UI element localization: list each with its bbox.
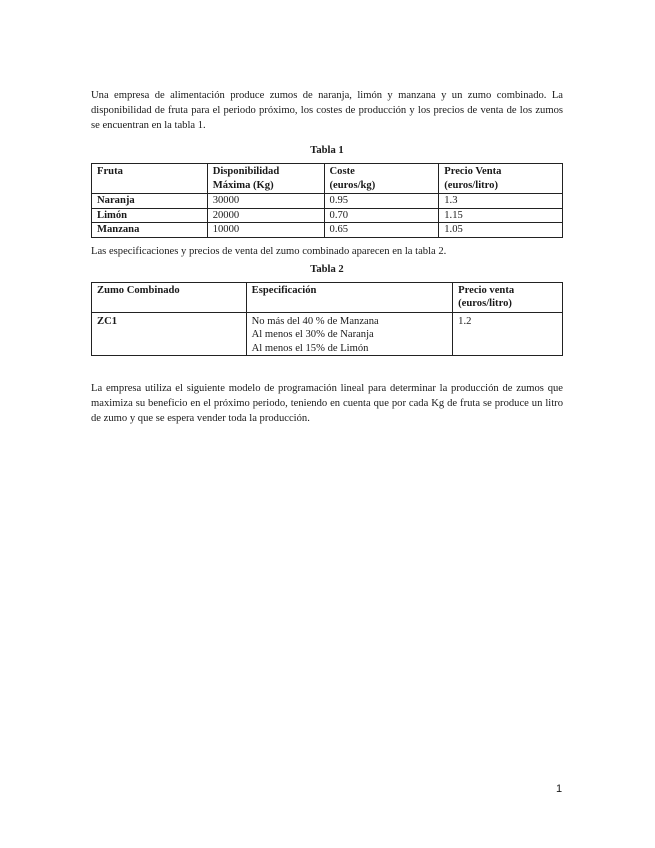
table-cell: 20000 — [207, 208, 324, 223]
table-row — [92, 194, 563, 209]
between-paragraph: Las especificaciones y precios de venta del zumo combinado aparecen en la tabla 2. — [91, 245, 447, 257]
table1-header-fruta — [92, 164, 208, 194]
page-number: 1 — [556, 783, 563, 795]
spec-line: Al menos el 30% de Naranja — [251, 329, 374, 340]
table2 — [91, 282, 563, 357]
header-text: Fruta — [97, 166, 123, 177]
header-text: Precio Venta — [444, 166, 502, 177]
header-text: (euros/litro) — [458, 298, 512, 309]
table2-header-especificacion — [246, 282, 453, 312]
table1-header-disponibilidad — [207, 164, 324, 194]
header-text: Precio venta — [458, 284, 515, 296]
table1-header-precio — [439, 164, 563, 194]
header-text: Disponibilidad — [212, 166, 280, 177]
table-cell: 1.3 — [439, 194, 563, 209]
table-cell: 1.2 — [453, 312, 563, 356]
intro-paragraph: Una empresa de alimentación produce zumos de naranja, limón y manzana y un zumo combinado. La disponibilidad de fruta para el periodo próximo, los costes de producción y los precios de venta de los zumos se encuentran en la tabla 1. — [91, 90, 563, 131]
table-cell: 0.65 — [324, 223, 439, 238]
table1-header-coste — [324, 164, 439, 194]
table1 — [91, 163, 563, 238]
table1-header-row — [92, 164, 563, 194]
header-text: Especificación — [251, 284, 317, 296]
table-cell: 0.95 — [324, 194, 439, 209]
table-row — [92, 312, 563, 356]
table-cell: Limón — [92, 208, 208, 223]
table2-caption: Tabla 2 — [310, 263, 344, 275]
table1-caption: Tabla 1 — [310, 145, 344, 156]
header-text: Máxima (Kg) — [212, 179, 274, 191]
table-cell: 1.05 — [439, 223, 563, 238]
spec-line: No más del 40 % de Manzana — [251, 315, 379, 327]
table-row — [92, 223, 563, 238]
table-cell: 30000 — [207, 194, 324, 209]
table-cell: ZC1 — [92, 312, 247, 356]
header-text: (euros/litro) — [444, 179, 498, 191]
spec-line: Al menos el 15% de Limón — [251, 342, 369, 354]
table-cell: 10000 — [207, 223, 324, 238]
header-text: Coste — [329, 166, 355, 177]
header-text: Zumo Combinado — [97, 284, 180, 296]
table-cell: Manzana — [92, 223, 208, 238]
header-text: (euros/kg) — [329, 179, 376, 191]
table-cell: 0.70 — [324, 208, 439, 223]
table2-header-row — [92, 282, 563, 312]
document-page — [91, 88, 563, 426]
table-cell: Naranja — [92, 194, 208, 209]
table2-header-precio — [453, 282, 563, 312]
table-row — [92, 208, 563, 223]
table-cell-spec — [246, 312, 453, 356]
table2-header-zumo — [92, 282, 247, 312]
table-cell: 1.15 — [439, 208, 563, 223]
final-paragraph: La empresa utiliza el siguiente modelo de programación lineal para determinar la producción de zumos que maximiza su beneficio en el próximo periodo, teniendo en cuenta que por cada Kg de fruta se produce un litro de zumo y que se espera vender toda la producción. — [91, 383, 563, 424]
